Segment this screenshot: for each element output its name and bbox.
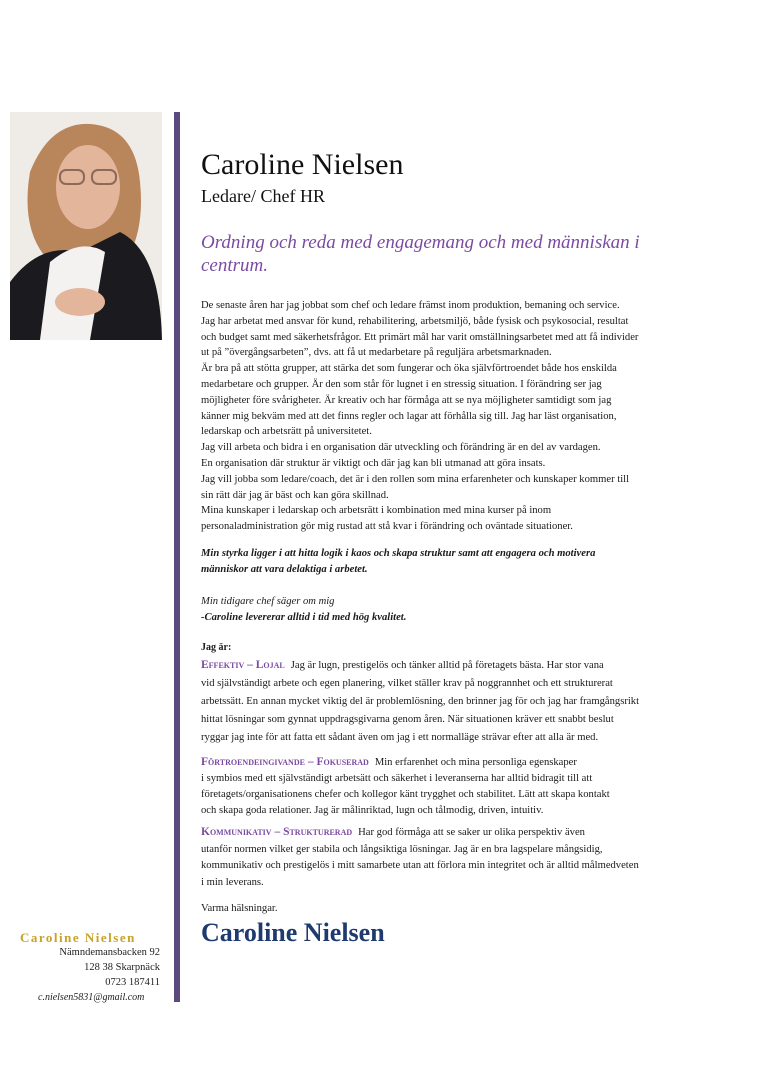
trait-heading: Effektiv – Lojal: [201, 659, 285, 671]
trait-effektiv: [201, 656, 639, 747]
text-line: ledarskap och arbetsrätt på universitetet.: [201, 426, 372, 438]
trait-kommunikativ: [201, 824, 639, 891]
text-line: ryggar jag inte för att fatta ett sådant även om jag i ett normalläge strävar efter att alla är med.: [201, 732, 599, 743]
text-line: medarbetare och grupper. Är den som står för lugnet i en stressig situation. I förändring ser jag: [201, 378, 602, 390]
text-line: i min leverans.: [201, 876, 264, 888]
trait-fortroendeingivande: [201, 754, 610, 819]
text-line: De senaste åren har jag jobbat som chef och ledare främst inom produktion, bemaning och service.: [201, 300, 620, 311]
candidate-name: Caroline Nielsen: [201, 148, 404, 181]
intro-text: [201, 298, 638, 535]
text-line: En organisation där struktur är viktigt och där jag kan bli utmanad att göra insats.: [201, 457, 546, 469]
text-line: personaladministration gör mig rustad att stå kvar i förändring och oväntade situationer.: [201, 521, 573, 533]
traits-label: Jag är:: [201, 642, 232, 653]
text-line: ut på ”övergångsarbeten”, dvs. att få ut medarbetare på reguljära arbetsmarknaden.: [201, 347, 552, 359]
text-line: sin rätt där jag är bäst och kan göra skillnad.: [201, 489, 389, 501]
text-line: utanför normen vilket ger stabila och långsiktiga lösningar. Jag är en bra lagspelare mångsidig,: [201, 843, 603, 855]
contact-street: Nämndemansbacken 92: [59, 947, 160, 958]
text-line: Mina kunskaper i ledarskap och arbetsrätt i kombination med mina kurser på inom: [201, 505, 552, 517]
accent-divider: [174, 112, 180, 1002]
text-line: Min styrka ligger i att hitta logik i kaos och skapa struktur samt att engagera och motivera: [201, 548, 596, 559]
trait-heading: Kommunikativ – Strukturerad: [201, 826, 353, 838]
contact-phone: 0723 187411: [105, 977, 160, 988]
quote-intro: Min tidigare chef säger om mig: [201, 596, 335, 607]
profile-photo: [10, 112, 162, 340]
quote-text: -Caroline levererar alltid i tid med hög kvalitet.: [201, 611, 407, 623]
trait-heading: Förtroendeingivande – Fokuserad: [201, 756, 369, 768]
text-line: möjligheter före svårigheter. Är kreativ och har förmåga att se nya möjligheter samtidigt som jag: [201, 394, 612, 406]
text-line: Jag har arbetat med ansvar för kund, rehabilitering, arbetsmiljö, både fysisk och psykosocial, resultat: [201, 315, 629, 327]
text-line: känner mig bekväm med att det finns regler och lagar att förhålla sig till. Jag har läst organisation,: [201, 410, 617, 422]
text-line: Jag vill jobba som ledare/coach, det är i den rollen som mina erfarenheter och kunskaper kommer till: [201, 473, 630, 485]
text-line: företagets/organisationens chefer och kollegor känt trygghet och stabilitet. Lätt att skapa kontakt: [201, 789, 610, 800]
contact-name: Caroline Nielsen: [20, 930, 136, 945]
contact-email[interactable]: c.nielsen5831@gmail.com: [38, 992, 145, 1003]
signature: Caroline Nielsen: [201, 918, 385, 947]
job-title: Ledare/ Chef HR: [201, 186, 325, 206]
text-line: hittat lösningar som gynnat uppdragsgivarna genom åren. När situationen kräver ett snabbt beslut: [201, 714, 614, 725]
text-line: Kommunikativ – Strukturerad Har god förmåga att se saker ur olika perspektiv även: [201, 826, 585, 838]
text-line: Är bra på att stötta grupper, att stärka det som fungerar och öka självförtroendet både hos enskilda: [201, 363, 617, 375]
text-line: Effektiv – Lojal Jag är lugn, prestigelös och tänker alltid på företagets bästa. Har stor vana: [201, 659, 604, 671]
text-line: Förtroendeingivande – Fokuserad Min erfarenhet och mina personliga egenskaper: [201, 756, 577, 768]
closing: Varma hälsningar.: [201, 903, 278, 914]
text-line: kommunikativ och prestigelös i mitt samarbete utan att förlora min integritet och är alltid målmedveten: [201, 860, 639, 871]
text-line: vid självständigt arbete och egen planering, vilket ställer krav på noggrannhet och ett strukturerat: [201, 678, 613, 689]
text-line: arbetssätt. En annan mycket viktig del är problemlösning, den brinner jag för och jag har framgångsrikt: [201, 696, 640, 707]
tagline: Ordning och reda med engagemang och med människan i centrum.: [201, 232, 640, 276]
text-line: människor att vara delaktiga i arbetet.: [201, 563, 368, 575]
text-line: och budget samt med säkerhetsfrågor. Ett primärt mål har varit omställningsarbetet med att få individer: [201, 331, 639, 343]
text-line: Jag vill arbeta och bidra i en organisation där utveckling och förändring är en del av vardagen.: [201, 442, 601, 454]
quote-block: [201, 594, 406, 626]
text-line: och skapa goda relationer. Jag är målinriktad, lugn och tålmodig, driven, intuitiv.: [201, 805, 544, 816]
text-line: i symbios med ett självständigt arbetsätt och säkerhet i leveranserna har alltid bidragit till att: [201, 773, 593, 784]
contact-block: [10, 930, 160, 1005]
contact-city: 128 38 Skarpnäck: [84, 962, 160, 973]
strength-statement: [201, 546, 595, 578]
